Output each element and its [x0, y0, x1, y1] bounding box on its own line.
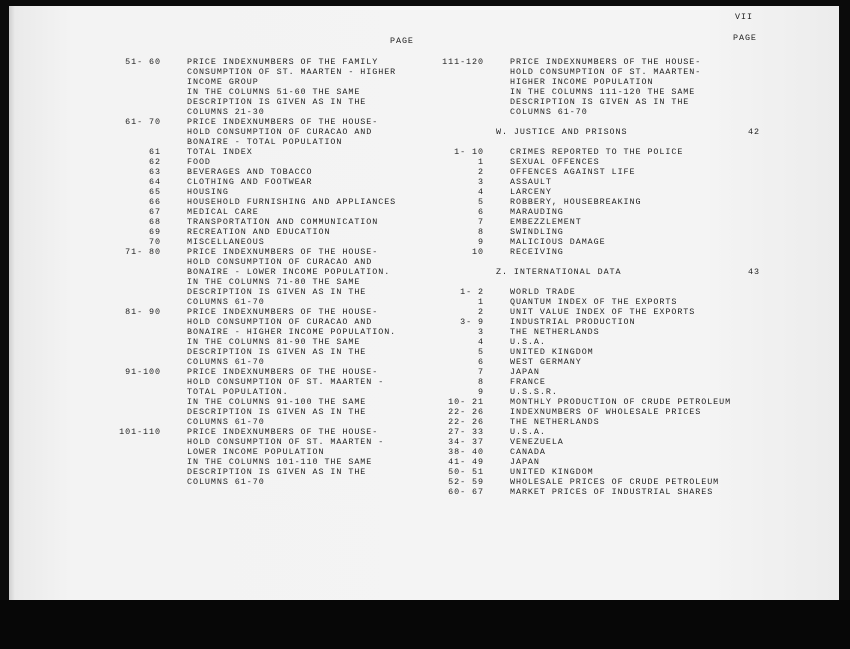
entry-text: SWINDLING — [510, 227, 564, 237]
entry-text: U.S.S.R. — [510, 387, 558, 397]
entry-text: CONSUMPTION OF ST. MAARTEN - HIGHER — [187, 67, 397, 77]
entry-text: COLUMNS 61-70 — [187, 477, 265, 487]
entry-code: 62 — [149, 157, 161, 167]
entry-text: DESCRIPTION IS GIVEN AS IN THE — [510, 97, 690, 107]
entry-code: 6 — [478, 207, 484, 217]
entry-text: CRIMES REPORTED TO THE POLICE — [510, 147, 684, 157]
entry-code: 65 — [149, 187, 161, 197]
entry-text: HOLD CONSUMPTION OF CURACAO AND — [187, 127, 373, 137]
entry-text: RECEIVING — [510, 247, 564, 257]
entry-code: 111-120 — [442, 57, 484, 67]
entry-text: IN THE COLUMNS 51-60 THE SAME — [187, 87, 361, 97]
entry-text: DESCRIPTION IS GIVEN AS IN THE — [187, 467, 367, 477]
entry-text: MONTHLY PRODUCTION OF CRUDE PETROLEUM — [510, 397, 732, 407]
entry-text: SEXUAL OFFENCES — [510, 157, 600, 167]
entry-text: IN THE COLUMNS 81-90 THE SAME — [187, 337, 361, 347]
entry-text: UNIT VALUE INDEX OF THE EXPORTS — [510, 307, 696, 317]
page-column-header-right: PAGE — [733, 33, 757, 43]
entry-code: 63 — [149, 167, 161, 177]
entry-text: MEDICAL CARE — [187, 207, 259, 217]
entry-code: 70 — [149, 237, 161, 247]
entry-code: 52- 59 — [448, 477, 484, 487]
entry-text: U.S.A. — [510, 427, 546, 437]
entry-text: ROBBERY, HOUSEBREAKING — [510, 197, 642, 207]
entry-code: 81- 90 — [125, 307, 161, 317]
entry-code: 1 — [478, 157, 484, 167]
entry-text: IN THE COLUMNS 101-110 THE SAME — [187, 457, 373, 467]
entry-text: PRICE INDEXNUMBERS OF THE HOUSE- — [187, 247, 379, 257]
entry-text: VENEZUELA — [510, 437, 564, 447]
entry-text: TOTAL INDEX — [187, 147, 253, 157]
entry-code: 71- 80 — [125, 247, 161, 257]
entry-code: 1- 2 — [460, 287, 484, 297]
entry-text: EMBEZZLEMENT — [510, 217, 582, 227]
entry-text: PRICE INDEXNUMBERS OF THE HOUSE- — [187, 307, 379, 317]
entry-code: 22- 26 — [448, 407, 484, 417]
entry-text: INDEXNUMBERS OF WHOLESALE PRICES — [510, 407, 702, 417]
entry-text: HOLD CONSUMPTION OF CURACAO AND — [187, 257, 373, 267]
entry-text: U.S.A. — [510, 337, 546, 347]
entry-text: FOOD — [187, 157, 211, 167]
entry-code: 67 — [149, 207, 161, 217]
entry-text: BONAIRE - TOTAL POPULATION — [187, 137, 343, 147]
page-column-header-left: PAGE — [390, 36, 414, 46]
entry-text: HOLD CONSUMPTION OF CURACAO AND — [187, 317, 373, 327]
entry-code: 3 — [478, 177, 484, 187]
entry-code: 7 — [478, 217, 484, 227]
entry-text: WHOLESALE PRICES OF CRUDE PETROLEUM — [510, 477, 720, 487]
entry-code: 1- 10 — [454, 147, 484, 157]
entry-text: PRICE INDEXNUMBERS OF THE HOUSE- — [187, 367, 379, 377]
entry-text: MARKET PRICES OF INDUSTRIAL SHARES — [510, 487, 714, 497]
entry-code: 9 — [478, 237, 484, 247]
entry-text: MALICIOUS DAMAGE — [510, 237, 606, 247]
entry-code: 4 — [478, 187, 484, 197]
entry-text: COLUMNS 61-70 — [187, 357, 265, 367]
entry-code: 8 — [478, 227, 484, 237]
entry-code: 91-100 — [125, 367, 161, 377]
entry-text: HOUSING — [187, 187, 229, 197]
entry-text: HOLD CONSUMPTION OF ST. MAARTEN - — [187, 437, 385, 447]
entry-code: 2 — [478, 167, 484, 177]
entry-code: 66 — [149, 197, 161, 207]
entry-code: 64 — [149, 177, 161, 187]
entry-code: 5 — [478, 347, 484, 357]
entry-text: IN THE COLUMNS 91-100 THE SAME — [187, 397, 367, 407]
section-page-number: 42 — [748, 127, 760, 137]
entry-text: INCOME GROUP — [187, 77, 259, 87]
entry-text: INDUSTRIAL PRODUCTION — [510, 317, 636, 327]
section-heading: Z. INTERNATIONAL DATA — [496, 267, 622, 277]
entry-text: CLOTHING AND FOOTWEAR — [187, 177, 313, 187]
entry-text: COLUMNS 21-30 — [187, 107, 265, 117]
entry-text: HIGHER INCOME POPULATION — [510, 77, 654, 87]
entry-text: WORLD TRADE — [510, 287, 576, 297]
entry-code: 10- 21 — [448, 397, 484, 407]
entry-text: LARCENY — [510, 187, 552, 197]
entry-text: PRICE INDEXNUMBERS OF THE HOUSE- — [510, 57, 702, 67]
entry-text: CANADA — [510, 447, 546, 457]
entry-text: BEVERAGES AND TOBACCO — [187, 167, 313, 177]
entry-code: 1 — [478, 297, 484, 307]
entry-code: 60- 67 — [448, 487, 484, 497]
entry-text: BONAIRE - LOWER INCOME POPULATION. — [187, 267, 391, 277]
entry-text: TOTAL POPULATION. — [187, 387, 289, 397]
entry-code: 41- 49 — [448, 457, 484, 467]
entry-text: DESCRIPTION IS GIVEN AS IN THE — [187, 347, 367, 357]
entry-text: RECREATION AND EDUCATION — [187, 227, 331, 237]
entry-text: HOLD CONSUMPTION OF ST. MAARTEN- — [510, 67, 702, 77]
entry-code: 6 — [478, 357, 484, 367]
section-page-number: 43 — [748, 267, 760, 277]
entry-text: PRICE INDEXNUMBERS OF THE HOUSE- — [187, 117, 379, 127]
entry-code: 2 — [478, 307, 484, 317]
entry-code: 50- 51 — [448, 467, 484, 477]
entry-text: HOLD CONSUMPTION OF ST. MAARTEN - — [187, 377, 385, 387]
entry-text: THE NETHERLANDS — [510, 417, 600, 427]
entry-code: 9 — [478, 387, 484, 397]
scan-border — [0, 600, 850, 649]
entry-text: MARAUDING — [510, 207, 564, 217]
entry-code: 10 — [472, 247, 484, 257]
entry-code: 3- 9 — [460, 317, 484, 327]
entry-text: LOWER INCOME POPULATION — [187, 447, 325, 457]
entry-code: 5 — [478, 197, 484, 207]
entry-text: IN THE COLUMNS 111-120 THE SAME — [510, 87, 696, 97]
entry-code: 61 — [149, 147, 161, 157]
entry-code: 4 — [478, 337, 484, 347]
entry-text: MISCELLANEOUS — [187, 237, 265, 247]
entry-code: 34- 37 — [448, 437, 484, 447]
entry-text: UNITED KINGDOM — [510, 467, 594, 477]
entry-text: HOUSEHOLD FURNISHING AND APPLIANCES — [187, 197, 397, 207]
entry-code: 51- 60 — [125, 57, 161, 67]
entry-text: DESCRIPTION IS GIVEN AS IN THE — [187, 97, 367, 107]
entry-text: ASSAULT — [510, 177, 552, 187]
entry-text: DESCRIPTION IS GIVEN AS IN THE — [187, 287, 367, 297]
entry-code: 101-110 — [119, 427, 161, 437]
entry-code: 22- 26 — [448, 417, 484, 427]
entry-text: COLUMNS 61-70 — [187, 417, 265, 427]
entry-text: QUANTUM INDEX OF THE EXPORTS — [510, 297, 678, 307]
entry-text: PRICE INDEXNUMBERS OF THE HOUSE- — [187, 427, 379, 437]
entry-code: 69 — [149, 227, 161, 237]
entry-text: UNITED KINGDOM — [510, 347, 594, 357]
entry-code: 61- 70 — [125, 117, 161, 127]
roman-page-number: VII — [735, 12, 753, 22]
entry-code: 3 — [478, 327, 484, 337]
entry-text: COLUMNS 61-70 — [510, 107, 588, 117]
entry-text: BONAIRE - HIGHER INCOME POPULATION. — [187, 327, 397, 337]
entry-text: JAPAN — [510, 367, 540, 377]
entry-text: TRANSPORTATION AND COMMUNICATION — [187, 217, 379, 227]
entry-text: WEST GERMANY — [510, 357, 582, 367]
entry-text: PRICE INDEXNUMBERS OF THE FAMILY — [187, 57, 379, 67]
entry-code: 68 — [149, 217, 161, 227]
entry-text: JAPAN — [510, 457, 540, 467]
entry-text: FRANCE — [510, 377, 546, 387]
entry-text: COLUMNS 61-70 — [187, 297, 265, 307]
entry-code: 27- 33 — [448, 427, 484, 437]
entry-code: 7 — [478, 367, 484, 377]
entry-text: IN THE COLUMNS 71-80 THE SAME — [187, 277, 361, 287]
entry-text: OFFENCES AGAINST LIFE — [510, 167, 636, 177]
entry-code: 38- 40 — [448, 447, 484, 457]
entry-text: THE NETHERLANDS — [510, 327, 600, 337]
entry-text: DESCRIPTION IS GIVEN AS IN THE — [187, 407, 367, 417]
entry-code: 8 — [478, 377, 484, 387]
section-heading: W. JUSTICE AND PRISONS — [496, 127, 628, 137]
